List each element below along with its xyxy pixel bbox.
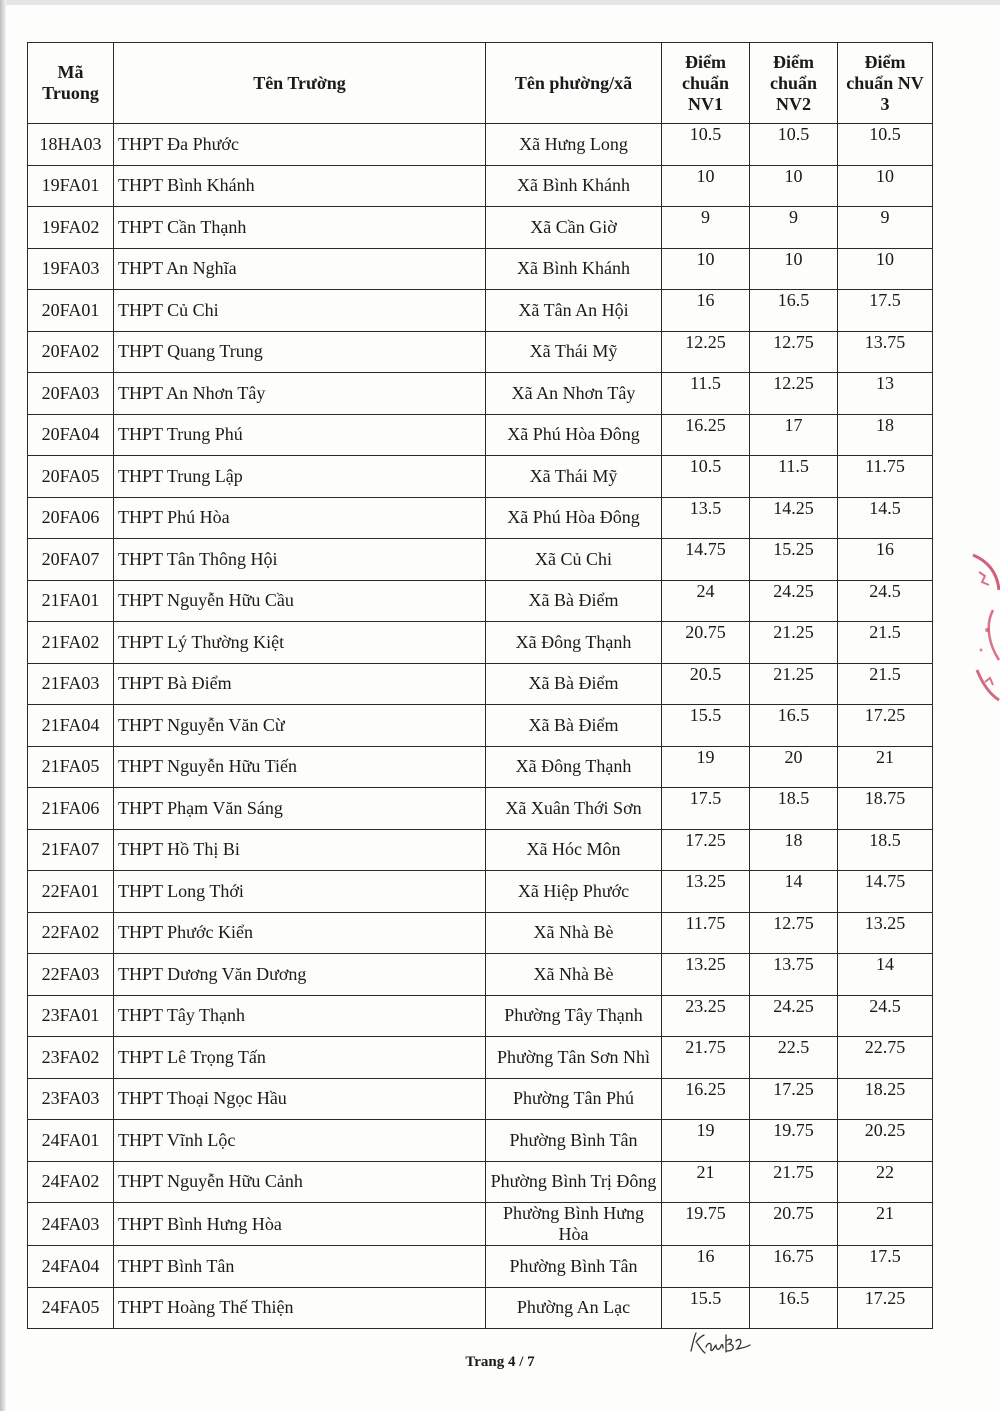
school-name-cell: THPT Đa Phước xyxy=(114,124,486,166)
school-code-cell: 21FA07 xyxy=(28,829,114,871)
score-nv1-cell: 11.75 xyxy=(662,912,750,954)
school-name-cell: THPT Nguyễn Hữu Tiến xyxy=(114,746,486,788)
score-nv2-cell: 21.75 xyxy=(750,1161,838,1203)
score-nv2-cell: 20 xyxy=(750,746,838,788)
score-nv2-cell: 14.25 xyxy=(750,497,838,539)
score-nv1-cell: 16.25 xyxy=(662,414,750,456)
school-code-cell: 22FA03 xyxy=(28,954,114,996)
ward-cell: Xã Bình Khánh xyxy=(486,248,662,290)
school-name-cell: THPT Hồ Thị Bi xyxy=(114,829,486,871)
school-code-cell: 24FA02 xyxy=(28,1161,114,1203)
header-ward: Tên phường/xã xyxy=(486,43,662,124)
score-nv3-cell: 13.75 xyxy=(838,331,933,373)
score-nv3-cell: 22 xyxy=(838,1161,933,1203)
score-nv2-cell: 21.25 xyxy=(750,622,838,664)
score-nv2-cell: 10 xyxy=(750,165,838,207)
score-nv2-cell: 15.25 xyxy=(750,539,838,581)
school-name-cell: THPT Phước Kiển xyxy=(114,912,486,954)
score-nv1-cell: 13.25 xyxy=(662,954,750,996)
score-nv3-cell: 17.5 xyxy=(838,290,933,332)
score-nv3-cell: 10 xyxy=(838,248,933,290)
page-top-edge xyxy=(0,0,1000,5)
school-code-cell: 21FA04 xyxy=(28,705,114,747)
ward-cell: Phường Tây Thạnh xyxy=(486,995,662,1037)
score-nv3-cell: 17.25 xyxy=(838,705,933,747)
table-row xyxy=(28,1120,933,1162)
school-name-cell: THPT Bình Hưng Hòa xyxy=(114,1203,486,1246)
score-nv1-cell: 19.75 xyxy=(662,1203,750,1246)
school-code-cell: 23FA01 xyxy=(28,995,114,1037)
score-nv2-cell: 16.5 xyxy=(750,705,838,747)
score-nv3-cell: 10 xyxy=(838,165,933,207)
score-nv1-cell: 10 xyxy=(662,165,750,207)
score-nv2-cell: 13.75 xyxy=(750,954,838,996)
score-nv1-cell: 19 xyxy=(662,746,750,788)
table-row xyxy=(28,1078,933,1120)
score-nv3-cell: 21.5 xyxy=(838,663,933,705)
ward-cell: Phường Bình Trị Đông xyxy=(486,1161,662,1203)
table-row xyxy=(28,290,933,332)
ward-cell: Xã Bà Điểm xyxy=(486,580,662,622)
score-nv3-cell: 16 xyxy=(838,539,933,581)
school-code-cell: 24FA01 xyxy=(28,1120,114,1162)
school-code-cell: 21FA06 xyxy=(28,788,114,830)
table-row xyxy=(28,788,933,830)
score-nv2-cell: 16.5 xyxy=(750,290,838,332)
score-nv1-cell: 11.5 xyxy=(662,373,750,415)
school-name-cell: THPT Nguyễn Hữu Cầu xyxy=(114,580,486,622)
ward-cell: Xã Hiệp Phước xyxy=(486,871,662,913)
school-code-cell: 20FA05 xyxy=(28,456,114,498)
table-row xyxy=(28,1287,933,1329)
school-code-cell: 21FA05 xyxy=(28,746,114,788)
table-row xyxy=(28,663,933,705)
score-nv3-cell: 17.5 xyxy=(838,1246,933,1288)
score-nv3-cell: 18.5 xyxy=(838,829,933,871)
score-nv2-cell: 12.25 xyxy=(750,373,838,415)
school-name-cell: THPT An Nghĩa xyxy=(114,248,486,290)
table-row xyxy=(28,1037,933,1079)
ward-cell: Xã Xuân Thới Sơn xyxy=(486,788,662,830)
score-nv1-cell: 16 xyxy=(662,290,750,332)
score-nv1-cell: 21.75 xyxy=(662,1037,750,1079)
table-row xyxy=(28,705,933,747)
table-body xyxy=(28,124,933,1329)
table-row xyxy=(28,248,933,290)
score-nv1-cell: 13.25 xyxy=(662,871,750,913)
score-nv1-cell: 20.75 xyxy=(662,622,750,664)
score-nv1-cell: 16.25 xyxy=(662,1078,750,1120)
score-nv1-cell: 10.5 xyxy=(662,456,750,498)
score-nv2-cell: 16.75 xyxy=(750,1246,838,1288)
ward-cell: Phường Tân Phú xyxy=(486,1078,662,1120)
score-nv3-cell: 24.5 xyxy=(838,995,933,1037)
header-school-code: Mã Truong xyxy=(28,43,114,124)
score-nv1-cell: 23.25 xyxy=(662,995,750,1037)
school-name-cell: THPT Thoại Ngọc Hầu xyxy=(114,1078,486,1120)
ward-cell: Xã Bà Điểm xyxy=(486,663,662,705)
score-nv3-cell: 21 xyxy=(838,746,933,788)
score-nv2-cell: 18 xyxy=(750,829,838,871)
school-name-cell: THPT Bà Điểm xyxy=(114,663,486,705)
score-nv2-cell: 17 xyxy=(750,414,838,456)
score-nv2-cell: 10 xyxy=(750,248,838,290)
score-nv2-cell: 18.5 xyxy=(750,788,838,830)
score-nv3-cell: 13.25 xyxy=(838,912,933,954)
table-row xyxy=(28,165,933,207)
score-nv2-cell: 20.75 xyxy=(750,1203,838,1246)
score-nv1-cell: 20.5 xyxy=(662,663,750,705)
ward-cell: Xã Đông Thạnh xyxy=(486,746,662,788)
school-code-cell: 24FA03 xyxy=(28,1203,114,1246)
score-nv1-cell: 15.5 xyxy=(662,705,750,747)
score-nv1-cell: 21 xyxy=(662,1161,750,1203)
score-nv3-cell: 14.5 xyxy=(838,497,933,539)
ward-cell: Xã Tân An Hội xyxy=(486,290,662,332)
ward-cell: Phường Bình Tân xyxy=(486,1246,662,1288)
school-name-cell: THPT Bình Khánh xyxy=(114,165,486,207)
school-name-cell: THPT Trung Lập xyxy=(114,456,486,498)
table-row xyxy=(28,539,933,581)
school-code-cell: 18HA03 xyxy=(28,124,114,166)
table-row xyxy=(28,373,933,415)
ward-cell: Xã Phú Hòa Đông xyxy=(486,497,662,539)
school-code-cell: 22FA01 xyxy=(28,871,114,913)
school-code-cell: 20FA06 xyxy=(28,497,114,539)
table-row xyxy=(28,207,933,249)
school-code-cell: 20FA07 xyxy=(28,539,114,581)
score-nv1-cell: 10 xyxy=(662,248,750,290)
header-nv3: Điểm chuẩn NV 3 xyxy=(838,43,933,124)
handwritten-signature xyxy=(688,1327,754,1357)
school-code-cell: 24FA04 xyxy=(28,1246,114,1288)
page-left-edge xyxy=(0,0,6,1411)
table-row xyxy=(28,995,933,1037)
school-name-cell: THPT Trung Phú xyxy=(114,414,486,456)
ward-cell: Phường Bình Hưng Hòa xyxy=(486,1203,662,1246)
school-code-cell: 23FA02 xyxy=(28,1037,114,1079)
score-nv2-cell: 10.5 xyxy=(750,124,838,166)
table-row xyxy=(28,414,933,456)
score-nv1-cell: 19 xyxy=(662,1120,750,1162)
score-nv2-cell: 9 xyxy=(750,207,838,249)
ward-cell: Phường Bình Tân xyxy=(486,1120,662,1162)
score-nv2-cell: 24.25 xyxy=(750,995,838,1037)
ward-cell: Phường An Lạc xyxy=(486,1287,662,1329)
school-name-cell: THPT Củ Chi xyxy=(114,290,486,332)
score-nv3-cell: 10.5 xyxy=(838,124,933,166)
school-name-cell: THPT Tây Thạnh xyxy=(114,995,486,1037)
school-code-cell: 20FA01 xyxy=(28,290,114,332)
score-nv1-cell: 13.5 xyxy=(662,497,750,539)
score-nv3-cell: 21 xyxy=(838,1203,933,1246)
school-name-cell: THPT Dương Văn Dương xyxy=(114,954,486,996)
score-nv1-cell: 14.75 xyxy=(662,539,750,581)
table-row xyxy=(28,1161,933,1203)
table-row xyxy=(28,456,933,498)
score-nv1-cell: 17.5 xyxy=(662,788,750,830)
score-nv3-cell: 9 xyxy=(838,207,933,249)
red-seal-stamp-fragment xyxy=(965,550,1000,720)
table-row xyxy=(28,497,933,539)
score-nv2-cell: 12.75 xyxy=(750,331,838,373)
ward-cell: Xã Củ Chi xyxy=(486,539,662,581)
school-code-cell: 21FA02 xyxy=(28,622,114,664)
table-row xyxy=(28,1246,933,1288)
school-code-cell: 21FA01 xyxy=(28,580,114,622)
score-nv3-cell: 21.5 xyxy=(838,622,933,664)
school-code-cell: 24FA05 xyxy=(28,1287,114,1329)
school-name-cell: THPT Nguyễn Văn Cừ xyxy=(114,705,486,747)
table-row xyxy=(28,1203,933,1246)
school-name-cell: THPT Phạm Văn Sáng xyxy=(114,788,486,830)
table-row xyxy=(28,580,933,622)
score-nv1-cell: 10.5 xyxy=(662,124,750,166)
table-row xyxy=(28,912,933,954)
school-name-cell: THPT Bình Tân xyxy=(114,1246,486,1288)
ward-cell: Xã Thái Mỹ xyxy=(486,331,662,373)
school-code-cell: 19FA03 xyxy=(28,248,114,290)
score-nv3-cell: 22.75 xyxy=(838,1037,933,1079)
school-code-cell: 20FA04 xyxy=(28,414,114,456)
school-name-cell: THPT Phú Hòa xyxy=(114,497,486,539)
score-nv2-cell: 11.5 xyxy=(750,456,838,498)
ward-cell: Xã Thái Mỹ xyxy=(486,456,662,498)
table-header-row xyxy=(28,43,933,124)
score-nv2-cell: 12.75 xyxy=(750,912,838,954)
school-code-cell: 21FA03 xyxy=(28,663,114,705)
score-nv3-cell: 14.75 xyxy=(838,871,933,913)
school-name-cell: THPT An Nhơn Tây xyxy=(114,373,486,415)
score-nv2-cell: 19.75 xyxy=(750,1120,838,1162)
school-name-cell: THPT Hoàng Thế Thiện xyxy=(114,1287,486,1329)
score-nv2-cell: 16.5 xyxy=(750,1287,838,1329)
ward-cell: Xã Hóc Môn xyxy=(486,829,662,871)
school-name-cell: THPT Quang Trung xyxy=(114,331,486,373)
score-nv3-cell: 14 xyxy=(838,954,933,996)
school-code-cell: 23FA03 xyxy=(28,1078,114,1120)
ward-cell: Xã Cần Giờ xyxy=(486,207,662,249)
score-nv1-cell: 17.25 xyxy=(662,829,750,871)
school-code-cell: 20FA02 xyxy=(28,331,114,373)
school-name-cell: THPT Cần Thạnh xyxy=(114,207,486,249)
school-name-cell: THPT Nguyễn Hữu Cảnh xyxy=(114,1161,486,1203)
school-name-cell: THPT Lê Trọng Tấn xyxy=(114,1037,486,1079)
school-code-cell: 19FA01 xyxy=(28,165,114,207)
ward-cell: Xã Nhà Bè xyxy=(486,912,662,954)
table-row xyxy=(28,954,933,996)
score-nv3-cell: 13 xyxy=(838,373,933,415)
score-nv1-cell: 15.5 xyxy=(662,1287,750,1329)
table-row xyxy=(28,331,933,373)
ward-cell: Xã Nhà Bè xyxy=(486,954,662,996)
score-nv3-cell: 11.75 xyxy=(838,456,933,498)
score-nv3-cell: 18.25 xyxy=(838,1078,933,1120)
score-nv1-cell: 9 xyxy=(662,207,750,249)
school-name-cell: THPT Long Thới xyxy=(114,871,486,913)
table-row xyxy=(28,622,933,664)
score-nv3-cell: 20.25 xyxy=(838,1120,933,1162)
ward-cell: Xã Hưng Long xyxy=(486,124,662,166)
table-row xyxy=(28,871,933,913)
score-nv2-cell: 14 xyxy=(750,871,838,913)
school-code-cell: 19FA02 xyxy=(28,207,114,249)
score-nv3-cell: 17.25 xyxy=(838,1287,933,1329)
table-row xyxy=(28,124,933,166)
school-name-cell: THPT Vĩnh Lộc xyxy=(114,1120,486,1162)
school-code-cell: 20FA03 xyxy=(28,373,114,415)
score-nv2-cell: 21.25 xyxy=(750,663,838,705)
score-nv3-cell: 18 xyxy=(838,414,933,456)
header-school-name: Tên Trường xyxy=(114,43,486,124)
header-nv1: Điểm chuẩn NV1 xyxy=(662,43,750,124)
score-nv1-cell: 12.25 xyxy=(662,331,750,373)
score-nv2-cell: 22.5 xyxy=(750,1037,838,1079)
ward-cell: Xã Bình Khánh xyxy=(486,165,662,207)
school-name-cell: THPT Lý Thường Kiệt xyxy=(114,622,486,664)
page-number: Trang 4 / 7 xyxy=(465,1354,535,1370)
score-nv3-cell: 24.5 xyxy=(838,580,933,622)
ward-cell: Xã Phú Hòa Đông xyxy=(486,414,662,456)
school-name-cell: THPT Tân Thông Hội xyxy=(114,539,486,581)
ward-cell: Xã Bà Điểm xyxy=(486,705,662,747)
score-nv3-cell: 18.75 xyxy=(838,788,933,830)
table-row xyxy=(28,746,933,788)
score-nv2-cell: 17.25 xyxy=(750,1078,838,1120)
score-nv2-cell: 24.25 xyxy=(750,580,838,622)
school-code-cell: 22FA02 xyxy=(28,912,114,954)
ward-cell: Xã Đông Thạnh xyxy=(486,622,662,664)
score-nv1-cell: 24 xyxy=(662,580,750,622)
ward-cell: Xã An Nhơn Tây xyxy=(486,373,662,415)
header-nv2: Điểm chuẩn NV2 xyxy=(750,43,838,124)
ward-cell: Phường Tân Sơn Nhì xyxy=(486,1037,662,1079)
score-nv1-cell: 16 xyxy=(662,1246,750,1288)
table-row xyxy=(28,829,933,871)
admission-score-table xyxy=(27,42,933,1329)
